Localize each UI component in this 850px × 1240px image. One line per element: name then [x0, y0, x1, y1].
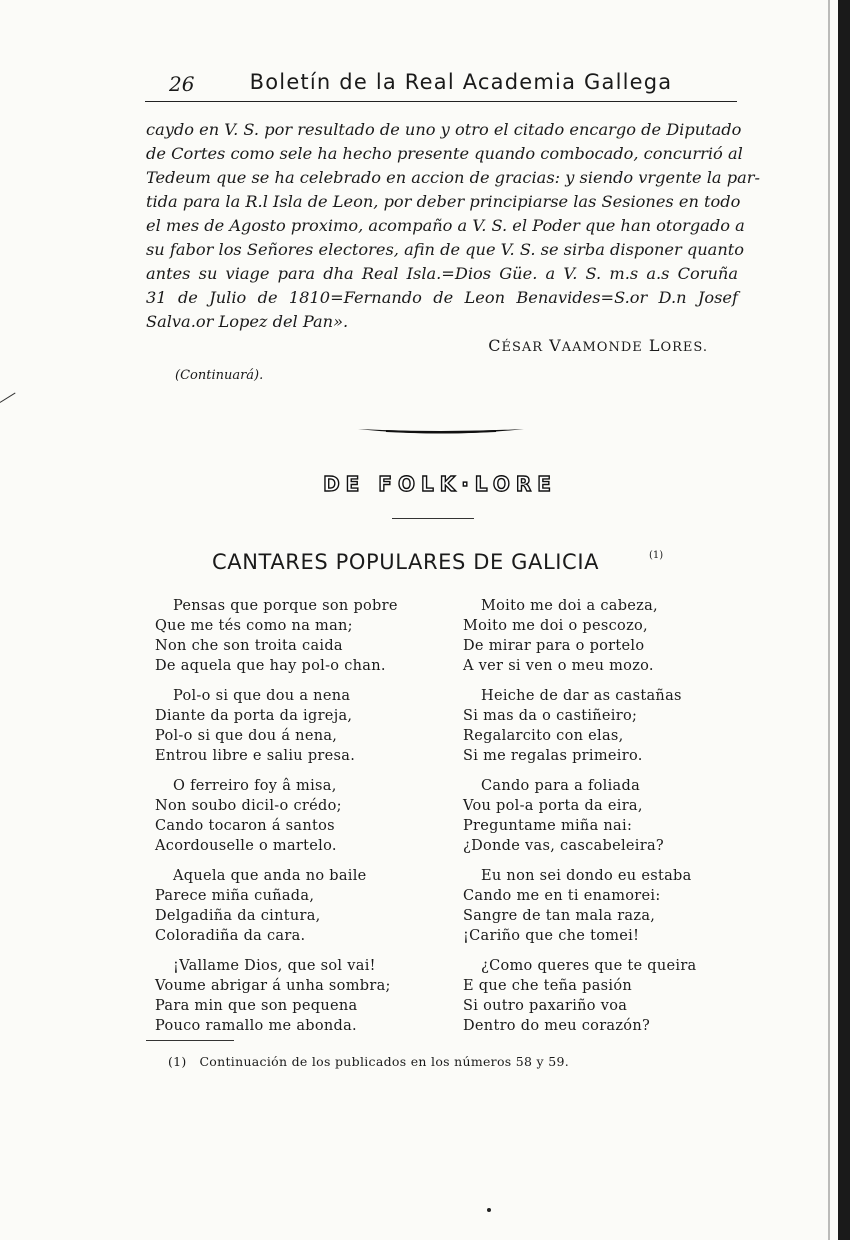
footnote-reference: (1): [649, 550, 664, 561]
signature-smallcaps: ORES.: [660, 340, 708, 355]
verse: ¿Como queres que te queira: [481, 958, 697, 974]
footnote-rule: [146, 1040, 234, 1041]
verse: Cando tocaron á santos: [155, 818, 335, 834]
footnote-text: Continuación de los publicados en los números 58 y 59.: [199, 1054, 569, 1069]
verse: Que me tés como na man;: [155, 618, 353, 634]
poem-column-left: [155, 596, 425, 1046]
ornament-divider: [356, 424, 526, 438]
verse: Eu non sei dondo eu estaba: [481, 868, 692, 884]
stanza: [463, 866, 733, 946]
stanza: [463, 686, 733, 766]
section-title: DE FOLK·LORE: [323, 472, 557, 496]
stanza: [155, 956, 425, 1036]
verse: Moito me doi o pescozo,: [463, 618, 648, 634]
verse: ¡Vallame Dios, que sol vai!: [173, 958, 376, 974]
prose-line: el mes de Agosto proximo, acompaño a V. S. el Poder que han otorgado a: [146, 216, 745, 235]
signature-initial: L: [648, 336, 661, 355]
verse: Si outro paxariño voa: [463, 998, 628, 1014]
stanza: [463, 776, 733, 856]
continued-note: (Continuará).: [175, 368, 264, 383]
stanza: [155, 686, 425, 766]
stanza: [155, 596, 425, 676]
poem-column-right: [463, 596, 733, 1046]
page-header: [145, 68, 737, 102]
signature-initial: V: [549, 336, 562, 355]
verse: Moito me doi a cabeza,: [481, 598, 658, 614]
prose-line: 31 de Julio de 1810=Fernando de Leon Benavides=S.or D.n Josef: [146, 288, 738, 307]
prose-line: de Cortes como sele ha hecho presente quando combocado, concurrió al: [146, 144, 743, 163]
article-title: CANTARES POPULARES DE GALICIA: [212, 550, 600, 574]
prose-line: Salva.or Lopez del Pan».: [146, 312, 349, 331]
stanza: [463, 596, 733, 676]
prose-block: [146, 118, 760, 334]
verse: Entrou libre e saliu presa.: [155, 748, 356, 764]
verse: Pouco ramallo me abonda.: [155, 1018, 357, 1034]
signature-smallcaps: ÉSAR: [501, 340, 544, 355]
page-number: 26: [169, 72, 195, 96]
prose-line: caydo en V. S. por resultado de uno y otro el citado encargo de Diputado: [146, 120, 742, 139]
page-edge-line: [828, 0, 830, 1240]
verse: Heiche de dar as castañas: [481, 688, 682, 704]
verse: ¡Cariño que che tomei!: [463, 928, 640, 944]
ink-speck: [487, 1208, 491, 1212]
verse: Acordouselle o martelo.: [155, 838, 337, 854]
verse: ¿Donde vas, cascabeleira?: [463, 838, 664, 854]
signature-smallcaps: AAMONDE: [561, 340, 643, 355]
verse: Para min que son pequena: [155, 998, 358, 1014]
verse: Pensas que porque son pobre: [173, 598, 398, 614]
prose-line: antes su viage para dha Real Isla.=Dios Güe. a V. S. m.s a.s Coruña: [146, 264, 738, 283]
verse: Delgadiña da cintura,: [155, 908, 321, 924]
signature-initial: C: [488, 336, 502, 355]
stanza: [463, 956, 733, 1036]
prose-line: su fabor los Señores electores, afin de que V. S. se sirba disponer quanto: [146, 240, 745, 259]
prose-line: Tedeum que se ha celebrado en accion de gracias: y siendo vrgente la par-: [146, 168, 760, 187]
verse: Non che son troita caida: [155, 638, 343, 654]
footnote-marker: (1): [168, 1054, 187, 1069]
verse: Non soubo dicil-o crédo;: [155, 798, 342, 814]
verse: De aquela que hay pol-o chan.: [155, 658, 386, 674]
stray-mark: [0, 393, 16, 403]
prose-line: tida para la R.l Isla de Leon, por deber principiarse las Sesiones en todo: [146, 192, 741, 211]
page-edge-shadow: [838, 0, 850, 1240]
verse: Dentro do meu corazón?: [463, 1018, 651, 1034]
verse: E que che teña pasión: [463, 978, 633, 994]
verse: Pol-o si que dou á nena,: [155, 728, 338, 744]
verse: De mirar para o portelo: [463, 638, 645, 654]
verse: Pol-o si que dou a nena: [173, 688, 351, 704]
verse: Regalarcito con elas,: [463, 728, 624, 744]
verse: Si me regalas primeiro.: [463, 748, 643, 764]
verse: Aquela que anda no baile: [173, 868, 367, 884]
verse: Parece miña cuñada,: [155, 888, 315, 904]
verse: Coloradiña da cara.: [155, 928, 306, 944]
stanza: [155, 866, 425, 946]
verse: Preguntame miña nai:: [463, 818, 633, 834]
verse: Cando me en ti enamorei:: [463, 888, 661, 904]
verse: O ferreiro foy â misa,: [173, 778, 337, 794]
verse: A ver si ven o meu mozo.: [463, 658, 654, 674]
footnote: [168, 1054, 569, 1069]
title-rule: [392, 518, 474, 519]
running-title: Boletín de la Real Academia Gallega: [249, 70, 673, 94]
verse: Vou pol-a porta da eira,: [463, 798, 643, 814]
verse: Cando para a foliada: [481, 778, 641, 794]
author-signature: [488, 336, 708, 355]
verse: Sangre de tan mala raza,: [463, 908, 656, 924]
stanza: [155, 776, 425, 856]
verse: Si mas da o castiñeiro;: [463, 708, 638, 724]
verse: Voume abrigar á unha sombra;: [155, 978, 391, 994]
header-rule: [145, 101, 737, 103]
verse: Diante da porta da igreja,: [155, 708, 353, 724]
